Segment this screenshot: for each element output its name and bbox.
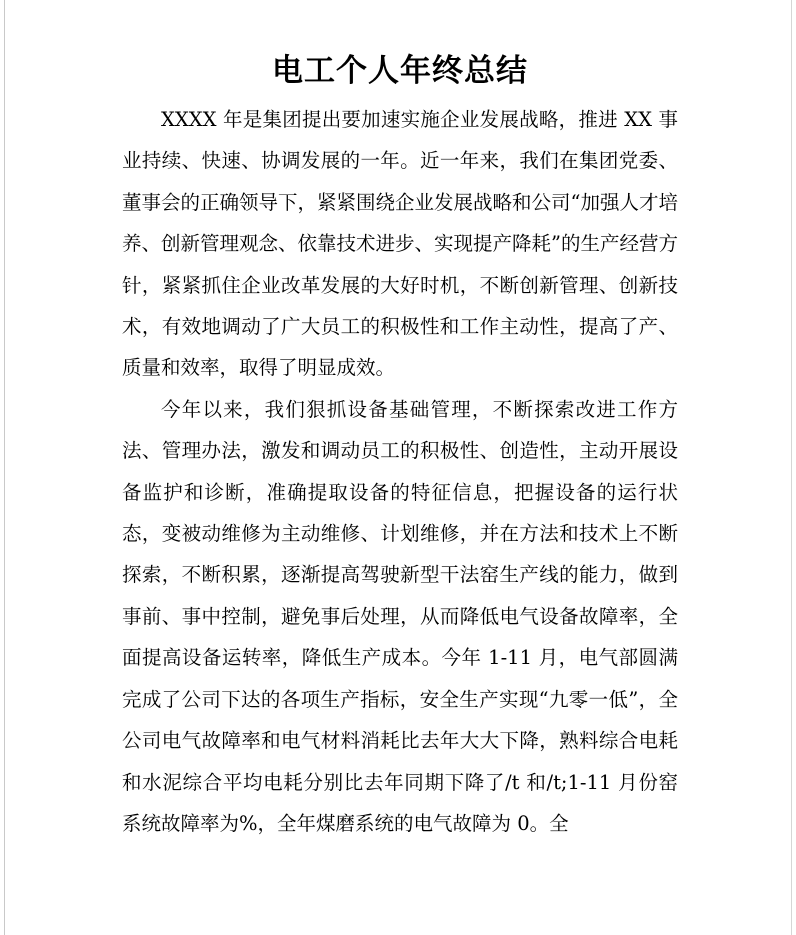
document-page — [122, 46, 678, 844]
document-title: 电工个人年终总结 — [272, 53, 528, 89]
page-edge-left — [4, 0, 5, 935]
paragraph-2: 今年以来，我们狠抓设备基础管理，不断探索改进工作方法、管理办法，激发和调动员工的积极性、创造性，主动开展设备监护和诊断，准确提取设备的特征信息，把握设备的运行状态，变被动维修为主动维修、计划维修，并在方法和技术上不断探索，不断积累，逐渐提高驾驶新型干法窑生产线的能力，做到事前、事中控制，避免事后处理，从而降低电气设备故障率，全面提高设备运转率，降低生产成本。今年 1-11 月，电气部圆满完成了公司下达的各项生产指标，安全生产实现“九零一低”，全公司电气故障率和电气材料消耗比去年大大下降，熟料综合电耗和水泥综合平均电耗分别比去年同期下降了/t 和/t;1-11 月份窑系统故障率为%，全年煤磨系统的电气故障为 0。全 — [122, 397, 678, 835]
paragraph-1: XXXX 年是集团提出要加速实施企业发展战略，推进 XX 事业持续、快速、协调发展的一年。近一年来，我们在集团党委、董事会的正确领导下，紧紧围绕企业发展战略和公司“加强人才培养、创新管理观念、依靠技术进步、实现提产降耗”的生产经营方针，紧紧抓住企业改革发展的大好时机，不断创新管理、创新技术，有效地调动了广大员工的积极性和工作主动性，提高了产、质量和效率，取得了明显成效。 — [122, 108, 678, 380]
page-edge-right — [791, 0, 792, 935]
